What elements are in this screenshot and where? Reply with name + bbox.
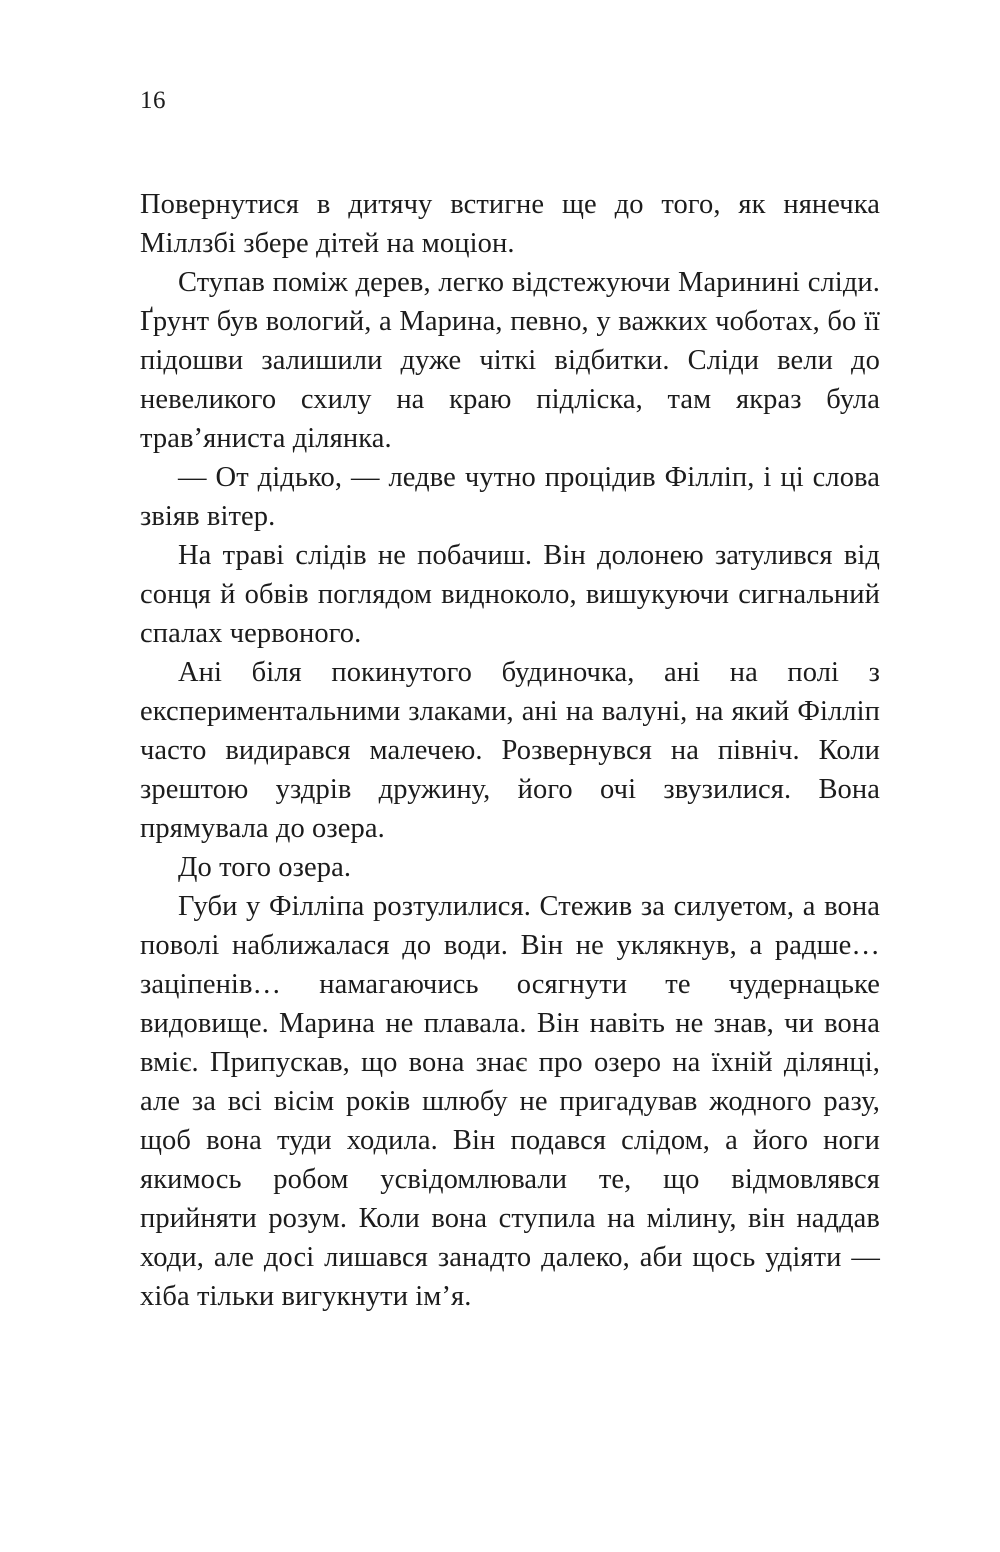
page-body — [140, 185, 880, 1316]
paragraph: Губи у Філліпа розтулилися. Стежив за силуетом, а вона поволі наближалася до води. Він не уклякнув, а радше… заціпенів… намагаючись осягнути те чудернацьке видовище. Марина не плавала. Він навіть не знав, чи вона вміє. Припускав, що вона знає про озеро на їхній ділянці, але за всі вісім років шлюбу не пригадував жодного разу, щоб вона туди ходила. Він подався слідом, а його ноги якимось робом усвідомлювали те, що відмовлявся прийняти розум. Коли вона ступила на мілину, він наддав ходи, але досі лишався занадто далеко, аби щось удіяти — хіба тільки вигукнути ім’я. — [140, 891, 880, 1312]
paragraph: Повернутися в дитячу встигне ще до того, як нянечка Міллзбі збере дітей на моціон. — [140, 189, 880, 259]
paragraph: Ані біля покинутого будиночка, ані на полі з експериментальними злаками, ані на валуні, на який Філліп часто видирався малечею. Розвернувся на північ. Коли зрештою уздрів дружину, його очі звузилися. Вона прямувала до озера. — [140, 657, 880, 844]
paragraph: — От дідько, — ледве чутно процідив Філліп, і ці слова звіяв вітер. — [140, 462, 880, 532]
paragraph: До того озера. — [178, 852, 352, 883]
page-number: 16 — [140, 87, 166, 114]
paragraph: Ступав поміж дерев, легко відстежуючи Маринині сліди. Ґрунт був вологий, а Марина, певно, у важких чоботах, бо її підошви залишили дуже чіткі відбитки. Сліди вели до невеликого схилу на краю підліска, там якраз була трав’яниста ділянка. — [140, 267, 880, 454]
paragraph: На траві слідів не побачиш. Він долонею затулився від сонця й обвів поглядом видноколо, вишукуючи сигнальний спалах червоного. — [140, 540, 880, 649]
